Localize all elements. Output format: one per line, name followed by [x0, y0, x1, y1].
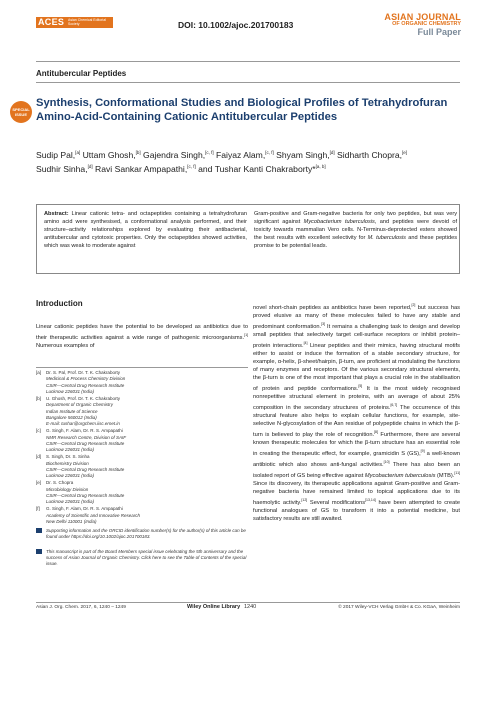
paragraph-text: Several modifications — [307, 499, 366, 506]
paragraph-text: The occurrence of this structural feature also helps to explain cellular functions, for example, site-selective N-glycosylation of the Asn residue of polypeptide chains in which the β-turn is believed to play the role of recognition. — [253, 404, 460, 438]
affiliation-address-line[interactable]: E-mail: tushar@orgchem.iisc.ernet.in — [46, 421, 120, 427]
author-name: Ravi Sankar Ampapathi, — [92, 164, 188, 175]
journal-name-line1: ASIAN JOURNAL — [384, 12, 461, 22]
paragraph-text: Linear cationic peptides have the potential to be developed as antibiotics due to their therapeutic activities against a wide range of pathogenic microorganisms. — [36, 324, 248, 341]
divider — [36, 61, 460, 62]
author-name: Sudhir Sinha, — [36, 164, 88, 175]
affiliation-body — [46, 396, 120, 427]
affiliation-address-line: Medicinal & Process Chemistry Division — [46, 376, 126, 382]
introduction-heading: Introduction — [36, 299, 83, 308]
citation-ref[interactable]: [13,14] — [365, 498, 376, 502]
paragraph-text: but success has proved elusive as many of these molecules failed to have any stable and predominant conformation. — [253, 304, 460, 330]
page-header — [0, 0, 496, 40]
paragraph-text: It remains a challenging task to design and develop small peptides that selectively target cell-surface receptors or inhibit protein–protein interactions. — [253, 323, 460, 349]
affiliation-address-line: Indian Institute of Science — [46, 408, 98, 414]
author-affiliation-ref: [a, b] — [315, 164, 326, 170]
introduction-right-paragraph — [253, 301, 460, 523]
author-affiliation-ref: [e] — [402, 150, 408, 155]
abstract-text: and these peptides promise to be potential leads. — [254, 235, 458, 250]
author-name: and Tushar Kanti Chakraborty* — [195, 164, 316, 175]
special-issue-icon — [36, 549, 42, 554]
author-affiliation-ref: [d] — [87, 164, 93, 170]
introduction-left-paragraph — [36, 323, 248, 350]
affiliation-tag: [d] — [36, 454, 42, 460]
journal-logo — [384, 13, 461, 36]
citation-ref[interactable]: [8] — [374, 430, 378, 435]
affiliation-address-line: CSIR—Central Drug Research Institute — [46, 382, 125, 388]
affiliation-address-line: Academy of Scientific and Innovative Research — [46, 512, 141, 518]
page-number: 1240 — [244, 604, 257, 610]
abstract-text: , and peptides were devoid of toxicity towards mammalian Vero cells. N-Terminus-deprotected esters showed the best results with excellent selectivity for — [254, 219, 457, 242]
article-type: Full Paper — [417, 27, 461, 37]
citation-ref[interactable]: [5] — [358, 384, 363, 389]
citation-ref[interactable]: [1] — [244, 333, 248, 338]
affiliation-address-line: CSIR—Central Drug Research Institute — [46, 492, 125, 498]
affiliation-tag: [b] — [36, 396, 42, 401]
citation-ref[interactable]: [3] — [321, 321, 326, 326]
special-issue-badge — [10, 101, 32, 123]
species-name: M. tuberculosis — [367, 235, 406, 242]
paragraph-text: Since its discovery, its therapeutic applications against Gram-positive and Gram-negative bacteria have remained limited to topical applications due to its haemolytic activity. — [253, 480, 460, 506]
citation-ref[interactable]: [9] — [420, 449, 425, 454]
wiley-online-library-link[interactable]: Wiley Online Library — [187, 604, 241, 610]
affiliation-address-line: CSIR—Central Drug Research Institute — [46, 440, 125, 446]
affiliation-names: S. Singh, Dr. S. Sinha — [46, 454, 90, 460]
abstract-text: Linear cationic tetra- and octapeptides containing a tetrahydrofuran amino acid were synthesised, a conformational analysis performed, and their structure–activity relationships explored by evaluating their antibacterial, antitubercular and cytotoxic properties. Only the octapeptides showed activities, which was weak to moderate against — [44, 211, 247, 250]
affiliation-address-line: Lucknow 226031 (India) — [46, 447, 95, 453]
paragraph-text: It is the most widely recognised nonrepetitive structural element in proteins, with an average of about 25% composition in the secondary structures of proteins. — [253, 385, 461, 411]
aces-logo-text: ACES — [38, 17, 65, 27]
affiliation-names: Dr. S. Pal, Prof. Dr. T. K. Chakraborty — [46, 370, 120, 375]
paragraph-text: Furthermore, there are several known therapeutic molecules for which the β-turn structure has an essential role in creating the therapeutic effect, for example, gramicidin S (GS), — [253, 432, 461, 457]
species-name: Mycobacterium tuberculosis — [303, 219, 375, 226]
paragraph-text: novel short-chain peptides as antibiotics have been reported, — [253, 304, 412, 311]
special-issue-line2: ISSUE — [14, 112, 27, 117]
paragraph-text: There has also been an isolated report of GS being effective against — [253, 461, 460, 479]
paragraph-text: Linear peptides and their mimics, having structural motifs either to assist or induce the formation of a stable secondary structure, for example, α-helix, β-sheet/hairpin, β-turn, are proficient at modulating the functions of many enzymes and receptors. Of the various secondary structural elements, the β-turn is one of the most important that plays a crucial role in the stabilisation of protein and peptide conformations. — [253, 342, 460, 392]
affiliations-divider — [36, 367, 248, 368]
author-affiliation-ref: [c, f] — [187, 164, 196, 170]
abstract-box — [36, 204, 460, 274]
author-affiliation-ref: [a] — [75, 150, 81, 155]
affiliation-address-line: New Delhi 110001 (India) — [46, 518, 97, 524]
paragraph-text: a well-known antibiotic which also shows anti-fungal activities. — [253, 450, 460, 468]
author-name: Sidharth Chopra, — [334, 149, 403, 160]
author-affiliation-ref: [c, f] — [205, 150, 214, 155]
aces-logo — [36, 17, 113, 28]
species-name: Mycobacterium tuberculosis — [364, 472, 436, 479]
doi[interactable]: DOI: 10.1002/ajoc.201700183 — [178, 20, 294, 30]
footer-citation: Asian J. Org. Chem. 2017, 6, 1240 – 1249 — [36, 605, 126, 610]
affiliation-address-line: Lucknow 226031 (India) — [46, 388, 95, 394]
divider — [36, 82, 460, 83]
author-affiliation-ref: [c, f] — [265, 150, 274, 155]
author-affiliation-ref: [b] — [135, 150, 141, 155]
affiliation-address-line: Bangalore 560012 (India) — [46, 414, 97, 420]
affiliation-tag: [c] — [36, 428, 41, 434]
affiliation-address-line: Lucknow 226031 (India) — [46, 499, 95, 505]
note-text: This manuscript is part of the Board Members special issue celebrating the 5th anniversary and the success of Asian Journal of Organic Chemistry. Click here to see the Table of Contents of the special issue. — [46, 548, 247, 567]
section-label: Antitubercular Peptides — [36, 69, 127, 78]
affiliation-names: G. Singh, F. Alam, Dr. R. S. Ampapathi — [46, 428, 123, 434]
aces-logo-subtext: Asian Chemical Editorial Society — [68, 18, 106, 26]
affiliation-names: G. Singh, F. Alam, Dr. R. S. Ampapathi — [46, 506, 123, 512]
copyright: © 2017 Wiley-VCH Verlag GmbH & Co. KGaA, Weinheim — [338, 605, 460, 610]
citation-ref[interactable]: [2] — [411, 303, 416, 307]
supporting-info-icon — [36, 528, 42, 533]
citation-ref[interactable]: [12] — [301, 498, 308, 502]
affiliation-names: U. Ghosh, Prof. Dr. T. K. Chakraborty — [46, 396, 120, 401]
affiliation-address-line: Lucknow 226031 (India) — [46, 473, 95, 479]
affiliation-body — [46, 506, 140, 525]
paragraph-text: have been attempted to create functional analogues of GS to transform it into a potential medicine, but satisfactory results are still awaited. — [253, 499, 460, 522]
footer-divider — [36, 602, 460, 603]
affiliation-tag: [e] — [36, 480, 42, 486]
abstract-left-column — [44, 210, 247, 250]
affiliation-body — [46, 370, 125, 395]
citation-ref[interactable]: [10] — [383, 460, 390, 465]
article-title: Synthesis, Conformational Studies and Biological Profiles of Tetrahydrofuran Amino-Acid-Containing Cationic Antitubercular Peptides — [36, 97, 448, 123]
journal-name-line2: OF ORGANIC CHEMISTRY — [392, 21, 461, 27]
author-name: Faiyaz Alam, — [213, 149, 266, 160]
abstract-label: Abstract: — [44, 211, 69, 217]
affiliation-tag: [a] — [36, 370, 42, 375]
citation-ref[interactable]: [6,7] — [390, 403, 398, 408]
affiliation-tag: [f] — [36, 506, 40, 512]
citation-ref[interactable]: [4] — [303, 340, 308, 345]
author-name: Gajendra Singh, — [140, 149, 206, 160]
paragraph-text: Numerous examples of — [36, 343, 95, 350]
paragraph-text: (MTB). — [435, 472, 455, 479]
affiliation-address-line: Department of Organic Chemistry — [46, 402, 114, 408]
affiliation-address-line: CSIR—Central Drug Research Institute — [46, 466, 125, 472]
special-issue-line1: SPECIAL — [12, 107, 30, 112]
author-name: Sudip Pal, — [36, 149, 76, 160]
affiliation-names: Dr. S. Chopra — [46, 480, 74, 486]
note-text: Supporting information and the ORCID identification number(s) for the author(s) of this article can be found under https://doi.org/10.1002/ajoc.201700183. — [46, 528, 246, 540]
author-list — [36, 147, 416, 176]
affiliation-address-line: NMR Research Centre, Division of SAIF — [46, 434, 127, 440]
abstract-text: Gram-positive and Gram-negative bacteria for only two peptides, but was very significant against — [254, 211, 457, 226]
author-name: Shyam Singh, — [273, 149, 330, 160]
author-affiliation-ref: [d] — [329, 150, 335, 155]
author-name: Uttam Ghosh, — [80, 149, 136, 160]
affiliation-body — [46, 480, 124, 505]
citation-ref[interactable]: [11] — [454, 470, 460, 475]
affiliation-body — [46, 428, 126, 453]
abstract-right-column — [254, 210, 457, 250]
affiliation-address-line: Biochemistry Division — [46, 460, 89, 466]
affiliation-body — [46, 454, 124, 479]
affiliation-address-line: Microbiology Division — [46, 486, 89, 492]
